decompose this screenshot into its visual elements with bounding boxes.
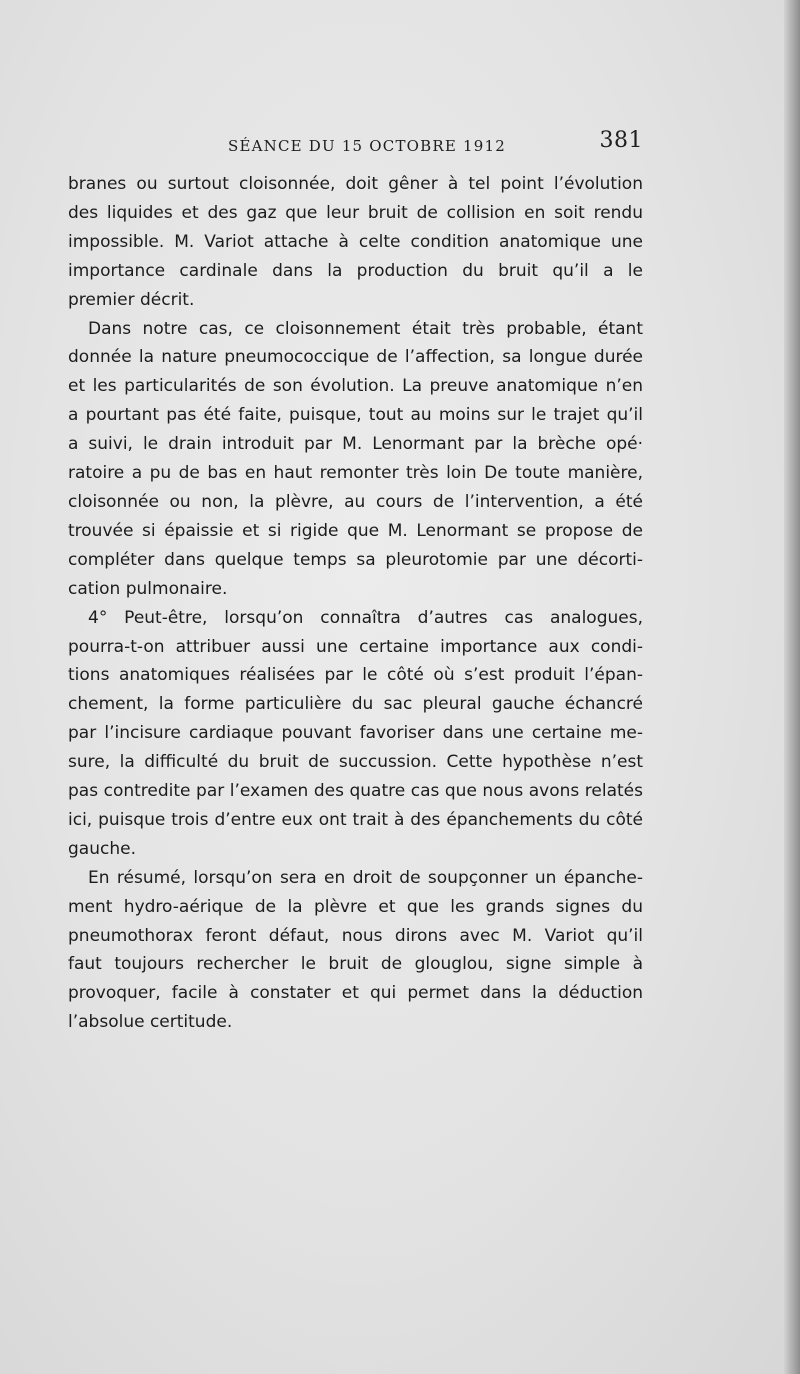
text-line: Dans notre cas, ce cloisonnement était très probable, étant (88, 318, 643, 339)
text-line: 4° Peut-être, lorsqu’on connaîtra d’autres cas analogues, (88, 607, 643, 628)
text-line: provoquer, facile à constater et qui permet dans la déduction (68, 983, 643, 1004)
body-text (68, 170, 643, 1037)
text-line: premier décrit. (68, 289, 195, 310)
text-line: par l’incisure cardiaque pouvant favoriser dans une certaine me- (68, 723, 643, 744)
text-line: et les particularités de son évolution. La preuve anatomique n’en (68, 376, 643, 397)
text-line: impossible. M. Variot attache à celte condition anatomique une (68, 231, 643, 252)
text-line: donnée la nature pneumococcique de l’affection, sa longue durée (68, 347, 643, 368)
text-line: chement, la forme particulière du sac pleural gauche échancré (68, 694, 643, 715)
text-line: ment hydro-aérique de la plèvre et que les grands signes du (68, 896, 643, 917)
text-line: ici, puisque trois d’entre eux ont trait à des épanchements du côté (68, 809, 643, 830)
text-line: tions anatomiques réalisées par le côté où s’est produit l’épan- (68, 665, 643, 686)
text-line: l’absolue certitude. (68, 1012, 233, 1033)
text-line: des liquides et des gaz que leur bruit de collision en soit rendu (68, 202, 643, 223)
page-header (68, 128, 643, 168)
text-line: sure, la difficulté du bruit de succussion. Cette hypothèse n’est (68, 752, 643, 773)
text-line: branes ou surtout cloisonnée, doit gêner à tel point l’évolution (68, 174, 643, 194)
text-line: importance cardinale dans la production du bruit qu’il a le (68, 260, 643, 281)
text-line: a pourtant pas été faite, puisque, tout au moins sur le trajet qu’il (68, 405, 643, 426)
text-line: cation pulmonaire. (68, 578, 228, 599)
text-line: ratoire a pu de bas en haut remonter très loin De toute manière, (68, 463, 643, 484)
text-line: En résumé, lorsqu’on sera en droit de soupçonner un épanche- (88, 867, 643, 888)
text-line: a suivi, le drain introduit par M. Lenormant par la brèche opé· (68, 434, 643, 455)
text-line: gauche. (68, 838, 136, 859)
text-line: pourra-t-on attribuer aussi une certaine importance aux condi- (68, 636, 643, 657)
text-line: compléter dans quelque temps sa pleurotomie par une décorti- (68, 549, 643, 570)
text-line: pneumothorax feront défaut, nous dirons avec M. Variot qu’il (68, 925, 643, 946)
text-line: pas contredite par l’examen des quatre cas que nous avons relatés (68, 781, 643, 802)
text-line: trouvée si épaissie et si rigide que M. Lenormant se propose de (68, 520, 643, 541)
page-edge-shadow (784, 0, 800, 1374)
running-head: SÉANCE DU 15 OCTOBRE 1912 (228, 137, 506, 155)
text-line: cloisonnée ou non, la plèvre, au cours de l’intervention, a été (68, 491, 643, 512)
page-number: 381 (599, 128, 643, 153)
text-line: faut toujours rechercher le bruit de glouglou, signe simple à (68, 954, 643, 975)
